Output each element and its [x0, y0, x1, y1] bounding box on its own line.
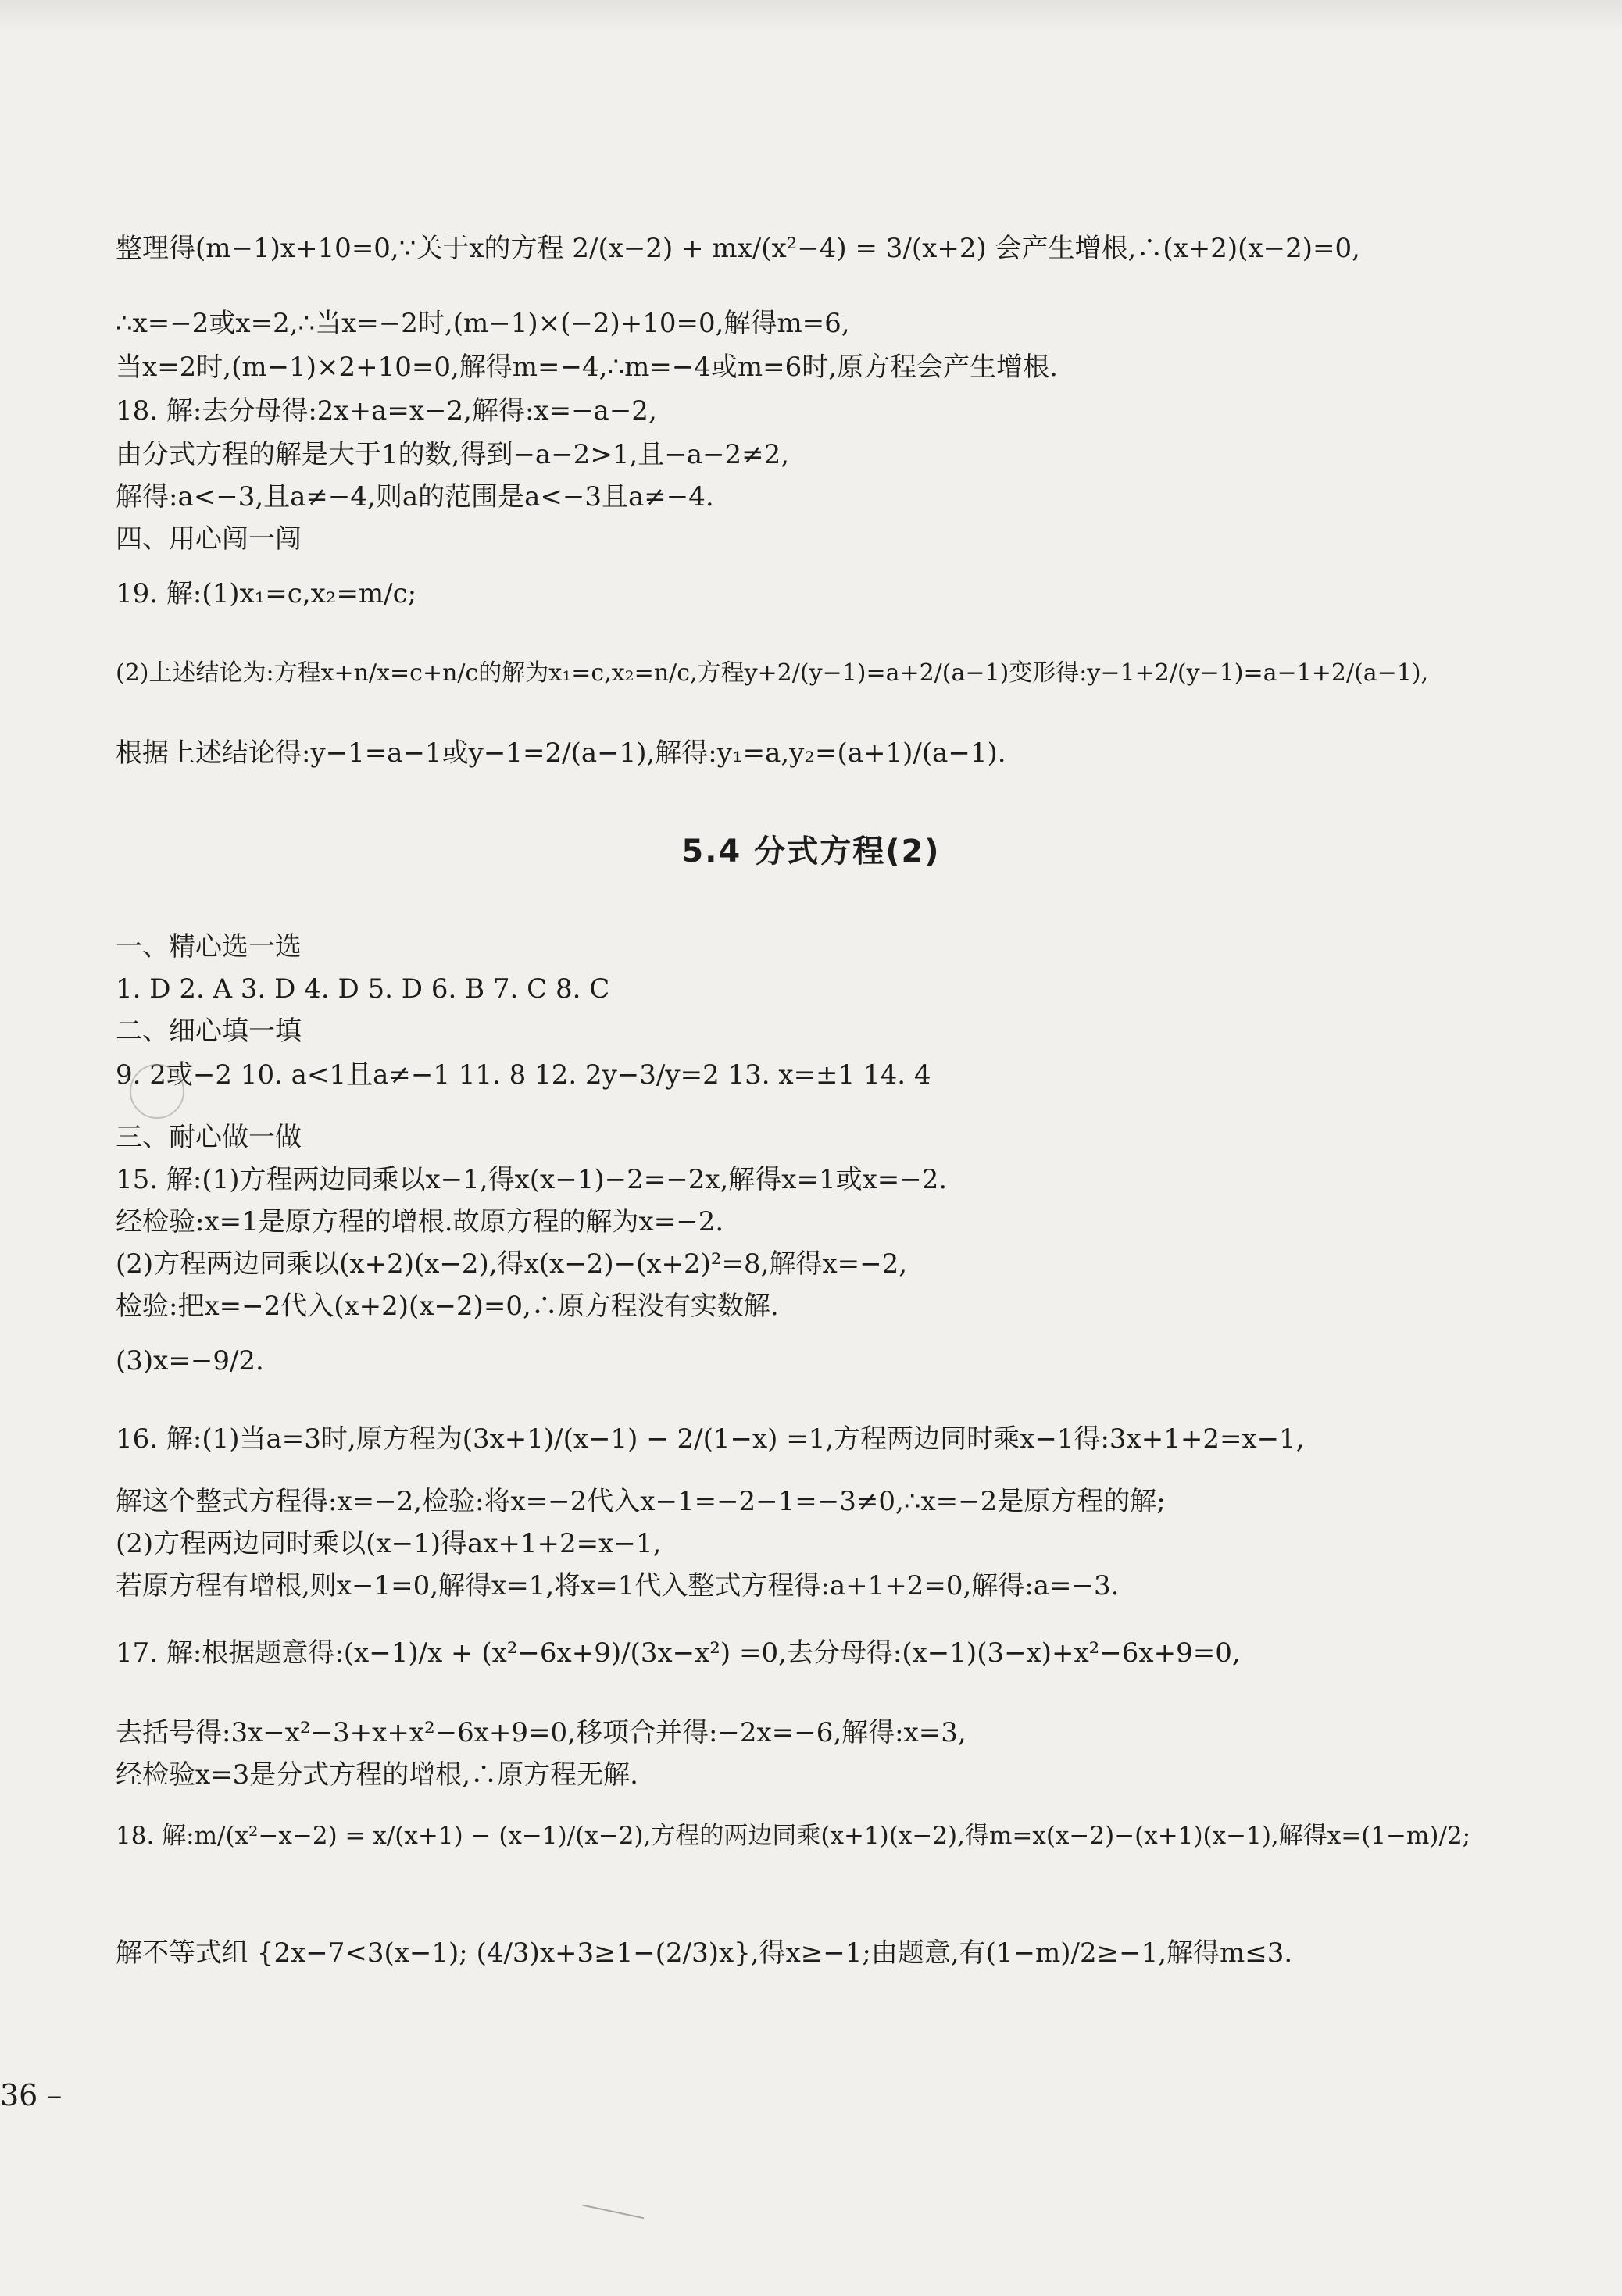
- text-line: 18. 解:去分母得:2x+a=x−2,解得:x=−a−2,: [116, 395, 657, 427]
- text-line: 19. 解:(1)x₁=c,x₂=m/c;: [116, 578, 417, 609]
- page-edge-shadow: [0, 0, 1622, 31]
- text-line: (3)x=−9/2.: [116, 1345, 264, 1377]
- text-line: 经检验x=3是分式方程的增根,∴原方程无解.: [116, 1759, 638, 1791]
- text-line: 解得:a<−3,且a≠−4,则a的范围是a<−3且a≠−4.: [116, 481, 714, 512]
- section-heading: 二、细心填一填: [116, 1016, 302, 1047]
- text-line: 经检验:x=1是原方程的增根.故原方程的解为x=−2.: [116, 1206, 724, 1237]
- text-line: 检验:把x=−2代入(x+2)(x−2)=0,∴原方程没有实数解.: [116, 1291, 779, 1322]
- scratch-mark: [583, 2205, 645, 2219]
- text-line: ∴x=−2或x=2,∴当x=−2时,(m−1)×(−2)+10=0,解得m=6,: [116, 308, 850, 339]
- text-line: 15. 解:(1)方程两边同乘以x−1,得x(x−1)−2=−2x,解得x=1或x=−2.: [116, 1164, 948, 1195]
- text-line: 1. D 2. A 3. D 4. D 5. D 6. B 7. C 8. C: [116, 973, 610, 1005]
- text-line: 16. 解:(1)当a=3时,原方程为(3x+1)/(x−1) − 2/(1−x) =1,方程两边同时乘x−1得:3x+1+2=x−1,: [116, 1423, 1305, 1455]
- text-line: 当x=2时,(m−1)×2+10=0,解得m=−4,∴m=−4或m=6时,原方程会产生增根.: [116, 352, 1058, 383]
- text-line: 18. 解:m/(x²−x−2) = x/(x+1) − (x−1)/(x−2),方程的两边同乘(x+1)(x−2),得m=x(x−2)−(x+1)(x−1),解得x=(1−m)/2;: [116, 1822, 1471, 1850]
- text-line: 整理得(m−1)x+10=0,∵关于x的方程 2/(x−2) + mx/(x²−4) = 3/(x+2) 会产生增根,∴(x+2)(x−2)=0,: [116, 233, 1360, 264]
- text-line: 9. 2或−2 10. a<1且a≠−1 11. 8 12. 2y−3/y=2 13. x=±1 14. 4: [116, 1059, 931, 1091]
- text-line: 由分式方程的解是大于1的数,得到−a−2>1,且−a−2≠2,: [116, 439, 790, 470]
- text-line: (2)上述结论为:方程x+n/x=c+n/c的解为x₁=c,x₂=n/c,方程y+2/(y−1)=a+2/(a−1)变形得:y−1+2/(y−1)=a−1+2/(a−1),: [116, 659, 1429, 687]
- text-line: (2)方程两边同时乘以(x−1)得ax+1+2=x−1,: [116, 1528, 662, 1559]
- page-number: 36 –: [0, 2078, 63, 2112]
- text-line: 去括号得:3x−x²−3+x+x²−6x+9=0,移项合并得:−2x=−6,解得:x=3,: [116, 1717, 966, 1748]
- text-line: 若原方程有增根,则x−1=0,解得x=1,将x=1代入整式方程得:a+1+2=0,解得:a=−3.: [116, 1570, 1120, 1601]
- text-line: 解不等式组 {2x−7<3(x−1); (4/3)x+3≥1−(2/3)x},得x≥−1;由题意,有(1−m)/2≥−1,解得m≤3.: [116, 1937, 1293, 1969]
- section-heading: 三、耐心做一做: [116, 1122, 302, 1153]
- text-line: (2)方程两边同乘以(x+2)(x−2),得x(x−2)−(x+2)²=8,解得x=−2,: [116, 1248, 908, 1280]
- text-line: 解这个整式方程得:x=−2,检验:将x=−2代入x−1=−2−1=−3≠0,∴x=−2是原方程的解;: [116, 1486, 1166, 1517]
- text-line: 根据上述结论得:y−1=a−1或y−1=2/(a−1),解得:y₁=a,y₂=(a+1)/(a−1).: [116, 737, 1006, 769]
- section-title: 5.4 分式方程(2): [681, 834, 941, 869]
- section-heading: 一、精心选一选: [116, 931, 302, 962]
- text-line: 17. 解:根据题意得:(x−1)/x + (x²−6x+9)/(3x−x²) =0,去分母得:(x−1)(3−x)+x²−6x+9=0,: [116, 1637, 1241, 1669]
- watermark-stamp: [130, 1064, 184, 1119]
- section-heading: 四、用心闯一闯: [116, 523, 302, 555]
